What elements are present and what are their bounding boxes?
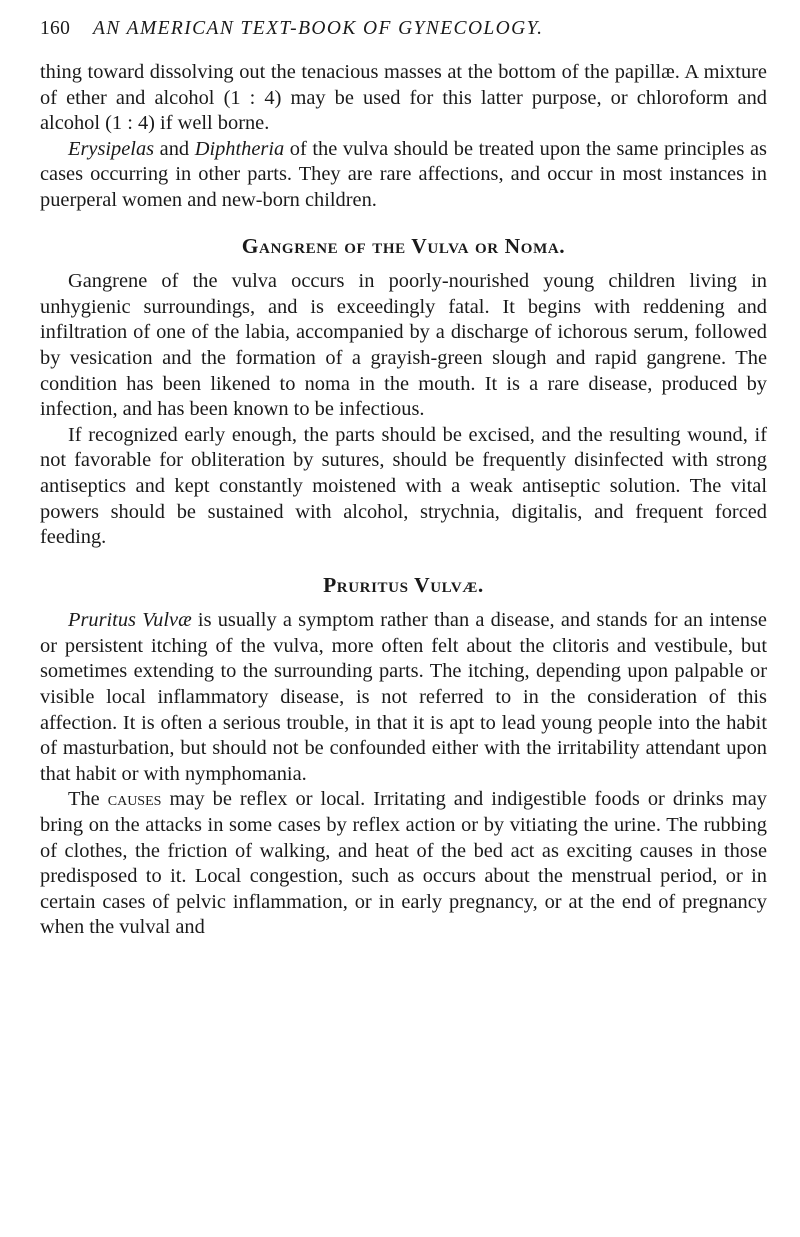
term-diphtheria: Diphtheria	[194, 137, 285, 160]
paragraph-causes-rest: may be reflex or local. Irritating and indigestible foods or drinks may bring on the attacks in some cases by reflex action or by vitiating the urine. The rubbing of clothes, the friction of walking, and heat of the bed act as exciting causes in those predisposed to it. Local congestion, such as occurs about the menstrual period, or in certain cases of pelvic inflammation, or in early pregnancy, or at the end of pregnancy when the vulval and	[40, 788, 767, 939]
term-erysipelas: Erysipelas	[68, 137, 155, 160]
paragraph-pruritus-rest: is usually a symptom rather than a disease, and stands for an intense or persistent itching of the vulva, more often felt about the clitoris and vestibule, but sometimes extending to the surrounding parts. The itching, depending upon palpable or visible local inflammatory disease, is not referred to in the consideration of this affection. It is often a serious trouble, in that it is apt to lead young people into the habit of masturbation, but should not be confounded either with the irritability attendant upon that habit or with nymphomania.	[40, 609, 767, 785]
paragraph-gangrene: Gangrene of the vulva occurs in poorly-nourished young children living in unhygienic surroundings, and is exceedingly fatal. It begins with reddening and infiltration of one of the labia, accompanied by a discharge of ichorous serum, followed by vesication and the formation of a grayish-green slough and rapid gangrene. The condition has been likened to noma in the mouth. It is a rare disease, produced by infection, and has been known to be infectious.	[40, 270, 767, 421]
paragraph-gangrene-treatment: If recognized early enough, the parts should be excised, and the resulting wound, if not favorable for obliteration by sutures, should be frequently disinfected with strong antiseptics and kept constantly moistened with a weak antiseptic solution. The vital powers should be sustained with alcohol, strychnia, digitalis, and frequent forced feeding.	[40, 423, 767, 549]
section-heading-pruritus: Pruritus Vulvæ.	[323, 572, 484, 597]
page-number: 160	[40, 18, 71, 39]
paragraph-pruritus	[40, 608, 767, 787]
body-text	[40, 60, 767, 941]
paragraph-causes	[40, 787, 767, 941]
running-head	[40, 14, 767, 44]
running-title: AN AMERICAN TEXT-BOOK OF GYNECOLOGY.	[93, 18, 544, 39]
term-causes: causes	[107, 788, 162, 811]
paragraph-erysipelas	[40, 137, 767, 214]
paragraph-continuation: thing toward dissolving out the tenacious masses at the bottom of the papillæ. A mixture of ether and alcohol (1 : 4) may be used for this latter purpose, or chloroform and alcohol (1 : 4) if well borne.	[40, 61, 767, 135]
text-and: and	[154, 137, 195, 160]
term-pruritus-vulvae: Pruritus Vulvæ	[68, 609, 192, 632]
section-heading-gangrene: Gangrene of the Vulva or Noma.	[241, 233, 566, 258]
paragraph-erysipelas-rest: of the vulva should be treated upon the same principles as cases occurring in other parts. They are rare affections, and occur in most instances in puerperal women and new-born children.	[40, 137, 767, 211]
text-the: The	[68, 788, 108, 811]
